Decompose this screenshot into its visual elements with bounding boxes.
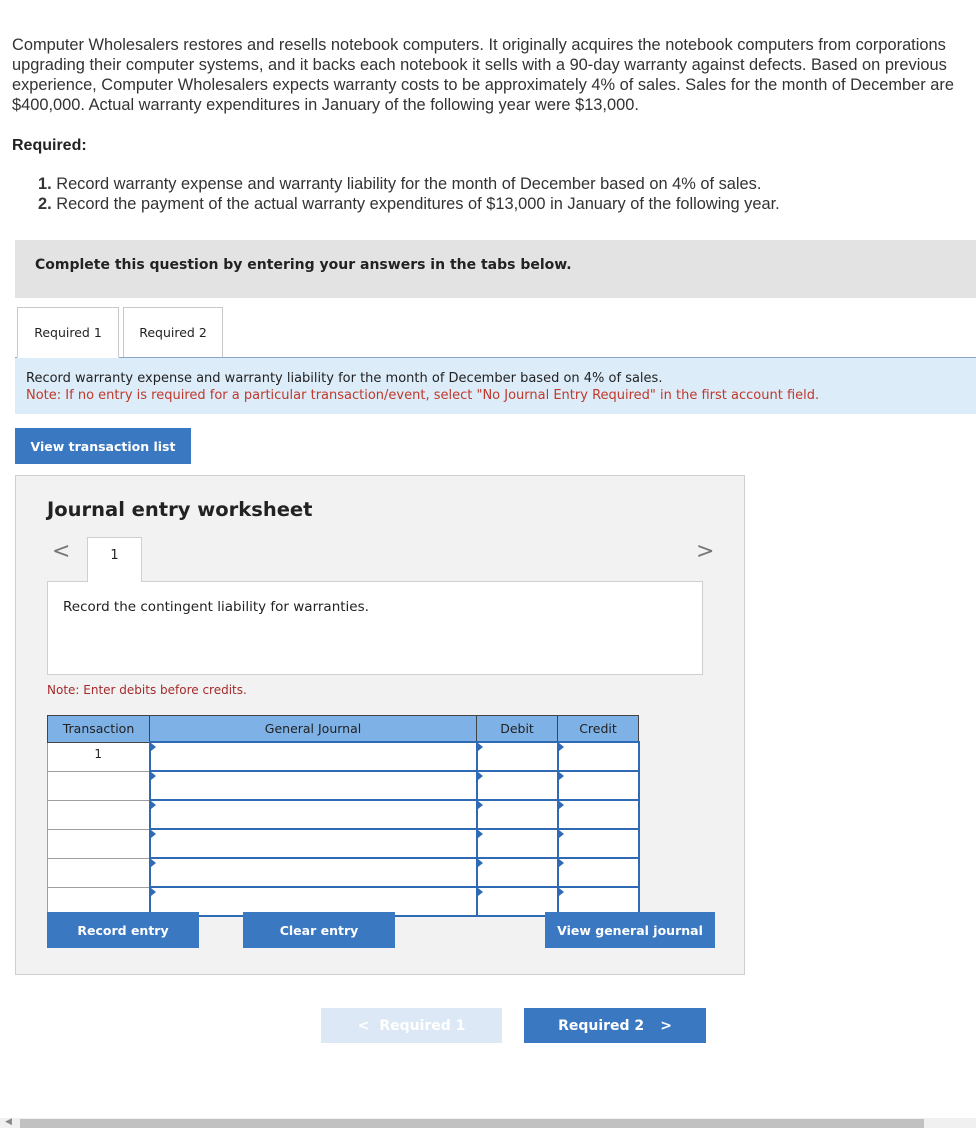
clear-entry-button[interactable]: Clear entry bbox=[243, 912, 395, 948]
scroll-left-icon[interactable]: ◀ bbox=[5, 1117, 12, 1127]
scrollbar-thumb[interactable] bbox=[20, 1119, 924, 1128]
column-header-credit: Credit bbox=[558, 716, 639, 743]
column-header-transaction: Transaction bbox=[48, 716, 150, 743]
transaction-number bbox=[48, 829, 150, 858]
transaction-description-box bbox=[47, 581, 703, 675]
account-select[interactable] bbox=[150, 858, 477, 887]
column-header-general-journal: General Journal bbox=[150, 716, 477, 743]
chevron-right-icon[interactable]: > bbox=[696, 539, 715, 564]
debit-input[interactable] bbox=[477, 742, 558, 771]
journal-header-row bbox=[48, 716, 639, 743]
worksheet-page-tab[interactable]: 1 bbox=[87, 537, 142, 582]
required-heading: Required: bbox=[12, 137, 87, 154]
debit-input[interactable] bbox=[477, 829, 558, 858]
journal-table bbox=[47, 715, 640, 917]
required-item-1 bbox=[38, 174, 780, 194]
account-select[interactable] bbox=[150, 829, 477, 858]
tab-required-2[interactable]: Required 2 bbox=[123, 307, 223, 358]
tab-required-1[interactable]: Required 1 bbox=[17, 307, 119, 358]
chevron-left-icon: < bbox=[357, 1017, 370, 1034]
problem-statement: Computer Wholesalers restores and resells notebook computers. It originally acquires the notebook computers from corporations upgrading their computer systems, and it backs each notebook it sells with a 90-day warranty against defects. Based on previous experience, Computer Wholesalers expects warranty costs to be approximately 4% of sales. Sales for the month of December are $400,000. Actual warranty expenditures in January of the following year were $13,000. bbox=[12, 36, 954, 114]
credit-input[interactable] bbox=[558, 858, 639, 887]
debit-input[interactable] bbox=[477, 858, 558, 887]
table-row bbox=[48, 829, 639, 858]
account-select[interactable] bbox=[150, 742, 477, 771]
required-item-2 bbox=[38, 194, 780, 214]
journal-entry-worksheet bbox=[15, 475, 745, 975]
required-item-number: 2. bbox=[38, 195, 52, 213]
table-row bbox=[48, 858, 639, 887]
transaction-description: Record the contingent liability for warranties. bbox=[63, 599, 369, 615]
table-row bbox=[48, 742, 639, 771]
debits-credits-note: Note: Enter debits before credits. bbox=[47, 683, 247, 697]
transaction-number: 1 bbox=[48, 742, 150, 771]
transaction-number bbox=[48, 800, 150, 829]
worksheet-title: Journal entry worksheet bbox=[47, 498, 313, 521]
next-required-label: Required 2 bbox=[558, 1017, 645, 1034]
required-item-text: Record the payment of the actual warranty expenditures of $13,000 in January of the following year. bbox=[56, 195, 780, 213]
credit-input[interactable] bbox=[558, 829, 639, 858]
column-header-debit: Debit bbox=[477, 716, 558, 743]
debit-input[interactable] bbox=[477, 771, 558, 800]
instruction-banner bbox=[15, 240, 976, 298]
account-select[interactable] bbox=[150, 800, 477, 829]
instruction-text: Record warranty expense and warranty liability for the month of December based on 4% of sales. bbox=[26, 371, 663, 386]
account-select[interactable] bbox=[150, 771, 477, 800]
view-transaction-list-button[interactable]: View transaction list bbox=[15, 428, 191, 464]
required-list bbox=[38, 174, 780, 214]
next-required-button[interactable] bbox=[524, 1008, 706, 1043]
required-item-number: 1. bbox=[38, 175, 52, 193]
record-entry-button[interactable]: Record entry bbox=[47, 912, 199, 948]
table-row bbox=[48, 771, 639, 800]
chevron-right-icon: > bbox=[660, 1017, 672, 1034]
transaction-number bbox=[48, 858, 150, 887]
chevron-left-icon[interactable]: < bbox=[52, 539, 71, 564]
tab-instructions bbox=[15, 358, 976, 414]
credit-input[interactable] bbox=[558, 771, 639, 800]
instruction-note: Note: If no entry is required for a particular transaction/event, select "No Journal Entry Required" in the first account field. bbox=[26, 388, 820, 403]
prev-required-label: Required 1 bbox=[379, 1017, 466, 1034]
banner-text: Complete this question by entering your answers in the tabs below. bbox=[35, 257, 572, 273]
transaction-number bbox=[48, 771, 150, 800]
table-row bbox=[48, 800, 639, 829]
prev-required-button bbox=[321, 1008, 502, 1043]
credit-input[interactable] bbox=[558, 742, 639, 771]
debit-input[interactable] bbox=[477, 800, 558, 829]
view-general-journal-button[interactable]: View general journal bbox=[545, 912, 715, 948]
credit-input[interactable] bbox=[558, 800, 639, 829]
required-item-text: Record warranty expense and warranty liability for the month of December based on 4% of sales. bbox=[56, 175, 762, 193]
